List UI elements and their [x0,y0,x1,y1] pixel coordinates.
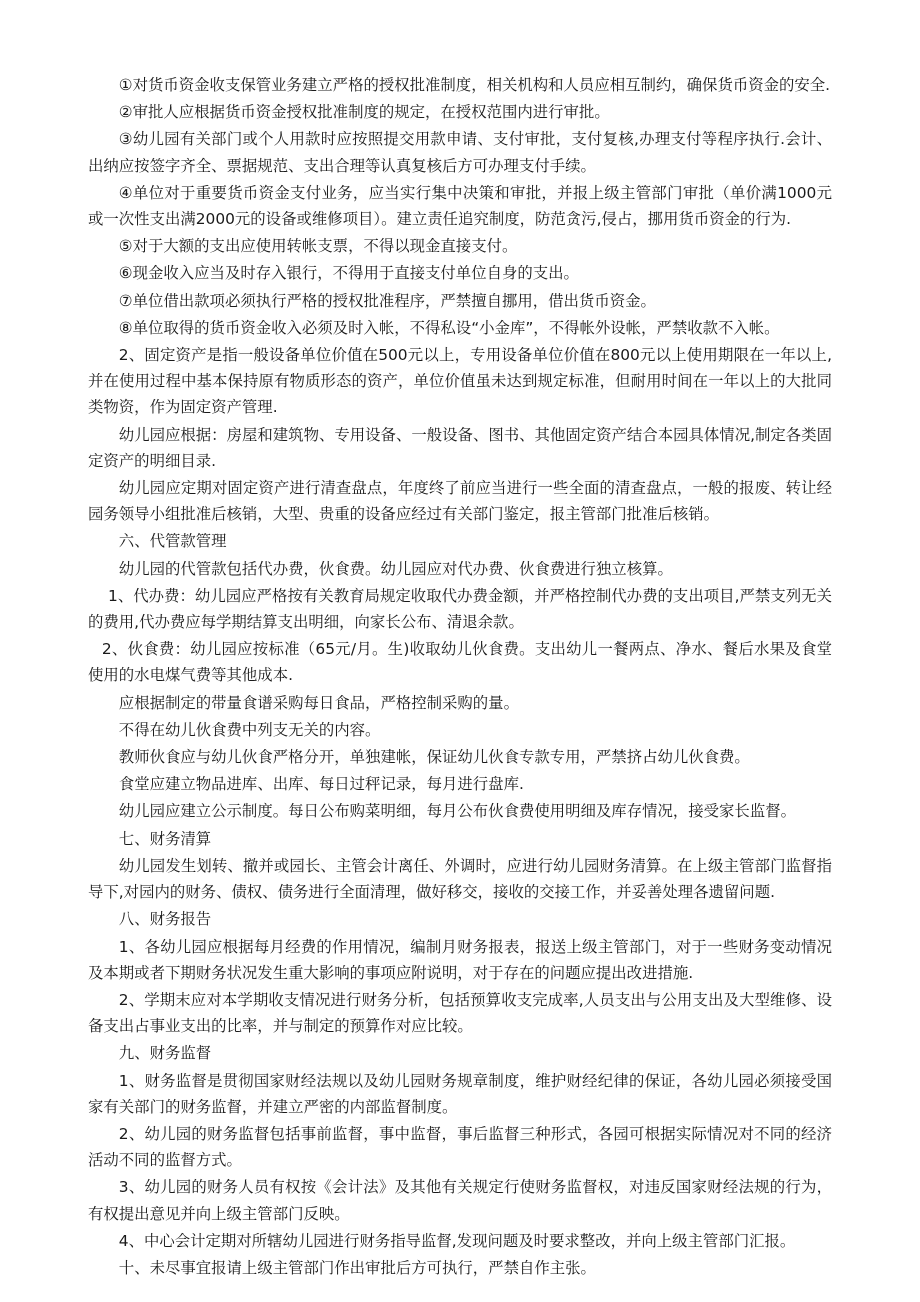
paragraph: ③幼儿园有关部门或个人用款时应按照提交用款申请、支付审批，支付复核,办理支付等程序执行.会计、出纳应按签字齐全、票据规范、支出合理等认真复核后方可办理支付手续。 [88,130,832,175]
paragraph: 幼儿园的代管款包括代办费，伙食费。幼儿园应对代办费、伙食费进行独立核算。 [118,559,673,578]
paragraph: ②审批人应根据货币资金授权批准制度的规定，在授权范围内进行审批。 [118,103,610,122]
paragraph: ⑧单位取得的货币资金收入必须及时入帐，不得私设“小金库”，不得帐外设帐，严禁收款不入帐。 [118,318,780,337]
paragraph: 八、财务报告 [118,910,212,929]
paragraph: ⑤对于大额的支出应使用转帐支票，不得以现金直接支付。 [118,237,518,256]
paragraph: ①对货币资金收支保管业务建立严格的授权批准制度，相关机构和人员应相互制约，确保货币资金的安全. [118,76,831,94]
paragraph: 六、代管款管理 [118,532,227,551]
paragraph: 七、财务清算 [118,829,212,848]
paragraph: 2、固定资产是指一般设备单位价值在500元以上，专用设备单位价值在800元以上使用期限在一年以上,并在使用过程中基本保持原有物质形态的资产，单位价值虽未达到规定标准，但耐用时间在一年以上的大批同类物资，作为固定资产管理. [88,346,832,417]
paragraph: 2、伙食费：幼儿园应按标准（65元/月。生)收取幼儿伙食费。支出幼儿一餐两点、净水、餐后水果及食堂使用的水电煤气费等其他成本. [88,640,832,685]
paragraph: 1、财务监督是贯彻国家财经法规以及幼儿园财务规章制度，维护财经纪律的保证，各幼儿园必须接受国家有关部门的财务监督，并建立严密的内部监督制度。 [88,1071,832,1116]
document-body [88,72,832,1281]
paragraph: 幼儿园应建立公示制度。每日公布购菜明细，每月公布伙食费使用明细及库存情况，接受家长监督。 [118,802,796,821]
paragraph: 教师伙食应与幼儿伙食严格分开，单独建帐，保证幼儿伙食专款专用，严禁挤占幼儿伙食费。 [118,748,750,767]
paragraph: ⑥现金收入应当及时存入银行，不得用于直接支付单位自身的支出。 [118,264,579,283]
paragraph: 2、学期末应对本学期收支情况进行财务分析，包括预算收支完成率,人员支出与公用支出及大型维修、设备支出占事业支出的比率，并与制定的预算作对应比较。 [88,990,832,1036]
paragraph: 幼儿园应根据：房屋和建筑物、专用设备、一般设备、图书、其他固定资产结合本园具体情况,制定各类固定资产的明细目录. [88,425,832,470]
paragraph: 食堂应建立物品进库、出库、每日过秤记录，每月进行盘库. [118,775,524,794]
paragraph: 应根据制定的带量食谱采购每日食品，严格控制采购的量。 [118,693,519,712]
paragraph: 幼儿园发生划转、撤并或园长、主管会计离任、外调时，应进行幼儿园财务清算。在上级主管部门监督指导下,对园内的财务、债权、债务进行全面清理，做好移交，接收的交接工作，并妥善处理各遗留问题. [88,856,832,902]
paragraph: 十、未尽事宜报请上级主管部门作出审批后方可执行，严禁自作主张。 [118,1258,596,1277]
paragraph: 幼儿园应定期对固定资产进行清查盘点，年度终了前应当进行一些全面的清查盘点，一般的报废、转让经园务领导小组批准后核销，大型、贵重的设备应经过有关部门鉴定，报主管部门批准后核销。 [88,479,832,524]
paragraph: 九、财务监督 [118,1044,212,1063]
paragraph: 3、幼儿园的财务人员有权按《会计法》及其他有关规定行使财务监督权，对违反国家财经法规的行为，有权提出意见并向上级主管部门反映。 [88,1178,832,1223]
paragraph: 4、中心会计定期对所辖幼儿园进行财务指导监督,发现问题及时要求整改，并向上级主管部门汇报。 [118,1231,796,1250]
paragraph: ⑦单位借出款项必须执行严格的授权批准程序，严禁擅自挪用，借出货币资金。 [118,291,656,310]
paragraph: 1、各幼儿园应根据每月经费的作用情况，编制月财务报表，报送上级主管部门，对于一些财务变动情况及本期或者下期财务状况发生重大影响的事项应附说明，对于存在的问题应提出改进措施. [88,937,832,982]
paragraph: 不得在幼儿伙食费中列支无关的内容。 [118,720,381,739]
paragraph: 1、代办费：幼儿园应严格按有关教育局规定收取代办费金额，并严格控制代办费的支出项目,严禁支列无关的费用,代办费应每学期结算支出明细，向家长公布、清退余款。 [88,586,832,632]
paragraph: ④单位对于重要货币资金支付业务，应当实行集中决策和审批，并报上级主管部门审批（单价满1000元或一次性支出满2000元的设备或维修项目）。建立责任追究制度，防范贪污,侵占，挪用货币资金的行为. [88,183,832,229]
paragraph: 2、幼儿园的财务监督包括事前监督，事中监督，事后监督三种形式，各园可根据实际情况对不同的经济活动不同的监督方式。 [88,1124,832,1170]
